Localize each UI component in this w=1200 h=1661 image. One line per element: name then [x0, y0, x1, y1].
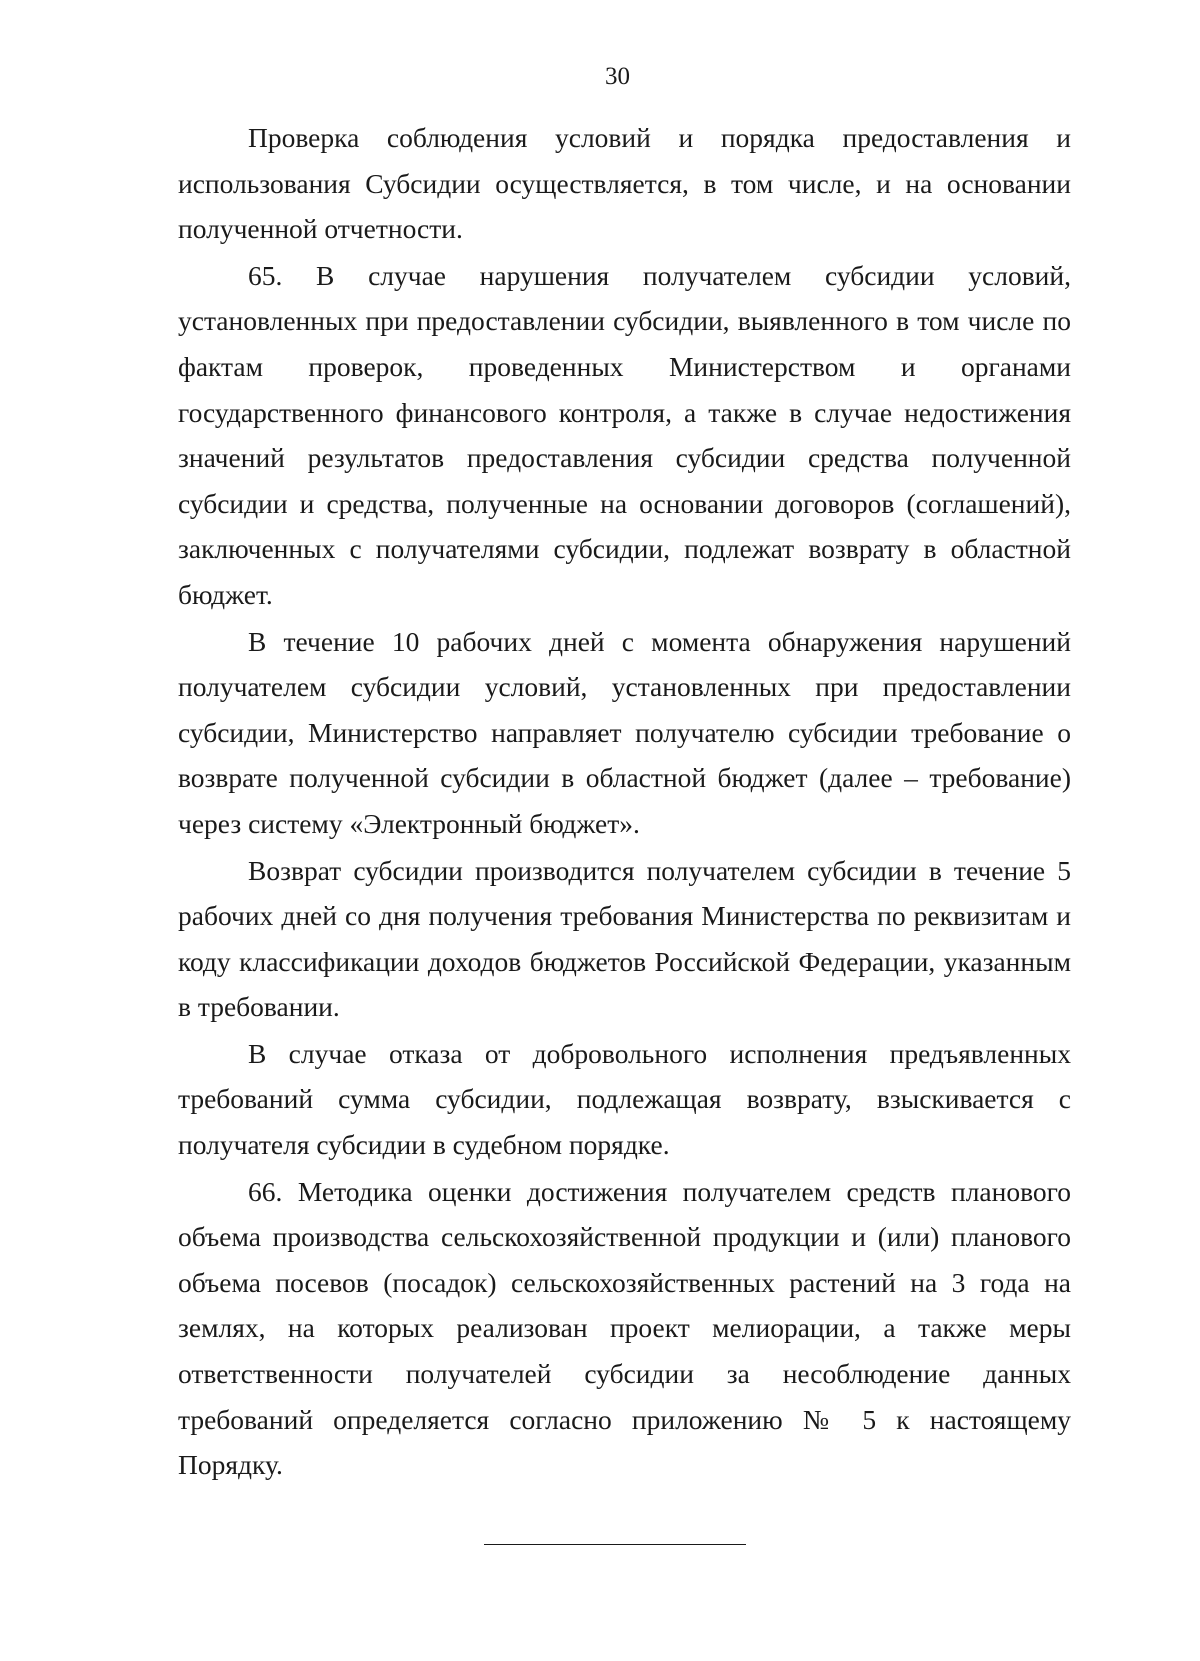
paragraph-court-recovery: В случае отказа от добровольного исполнения предъявленных требований сумма субсидии, подлежащая возврату, взыскивается с получателя субсидии в судебном порядке.	[178, 1037, 1071, 1161]
end-of-document-rule	[484, 1544, 746, 1545]
document-body	[178, 115, 1071, 1488]
page-number: 30	[605, 63, 630, 90]
paragraph-66-methodology: 66. Методика оценки достижения получателем средств планового объема производства сельскохозяйственной продукции и (или) планового объема посевов (посадок) сельскохозяйственных растений на 3 года на землях, на которых реализован проект мелиорации, а также меры ответственности получателей субсидии за несоблюдение данных требований определяется согласно приложению № 5 к настоящему Порядку.	[178, 1175, 1071, 1481]
paragraph-refund-term: Возврат субсидии производится получателем субсидии в течение 5 рабочих дней со дня получения требования Министерства по реквизитам и коду классификации доходов бюджетов Российской Федерации, указанным в требовании.	[178, 854, 1071, 1023]
paragraph-65-violation-refund: 65. В случае нарушения получателем субсидии условий, установленных при предоставлении субсидии, выявленного в том числе по фактам проверок, проведенных Министерством и органами государственного финансового контроля, а также в случае недостижения значений результатов предоставления субсидии средства полученной субсидии и средства, полученные на основании договоров (соглашений), заключенных с получателями субсидии, подлежат возврату в областной бюджет.	[178, 259, 1071, 610]
paragraph-refund-demand: В течение 10 рабочих дней с момента обнаружения нарушений получателем субсидии условий, установленных при предоставлении субсидии, Министерство направляет получателю субсидии требование о возврате полученной субсидии в областной бюджет (далее – требование) через систему «Электронный бюджет».	[178, 625, 1071, 839]
paragraph-subsidy-check: Проверка соблюдения условий и порядка предоставления и использования Субсидии осуществляется, в том числе, и на основании полученной отчетности.	[178, 122, 1071, 245]
